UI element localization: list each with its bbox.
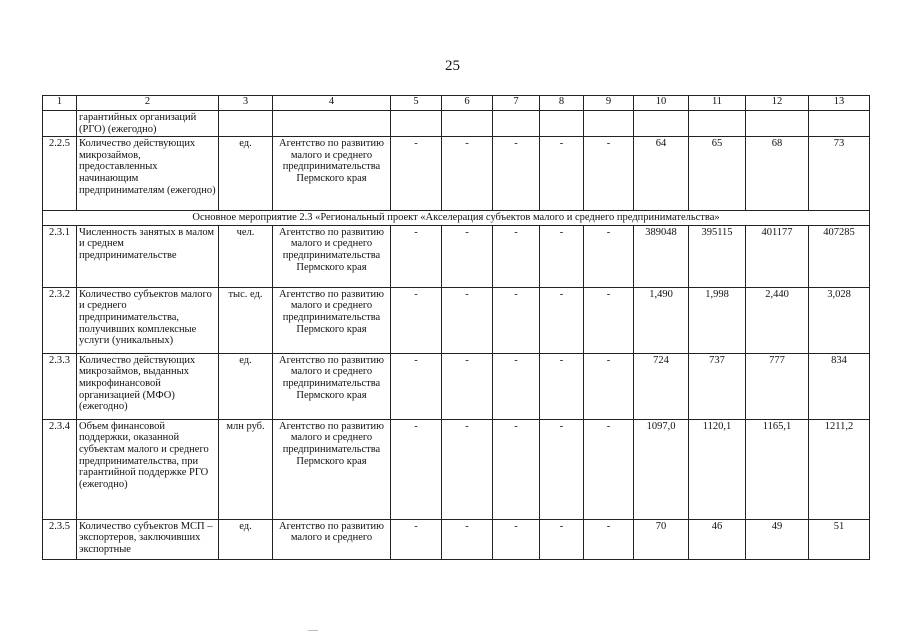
value-c8: - bbox=[540, 137, 584, 211]
value-c8: - bbox=[540, 519, 584, 559]
value-c7: - bbox=[493, 225, 540, 287]
responsible-agency: Агентство по развитию малого и среднего предпринимательства Пермского края bbox=[273, 353, 391, 419]
column-header: 2 bbox=[77, 96, 219, 111]
value-c13: 834 bbox=[809, 353, 870, 419]
value-c6: - bbox=[442, 519, 493, 559]
table-row bbox=[43, 287, 870, 353]
value-c5: - bbox=[391, 137, 442, 211]
table-row bbox=[43, 419, 870, 519]
value-c13: 73 bbox=[809, 137, 870, 211]
value-c5: - bbox=[391, 353, 442, 419]
value-c6: - bbox=[442, 225, 493, 287]
value-c9: - bbox=[584, 419, 634, 519]
value-c6: - bbox=[442, 287, 493, 353]
indicator-name: Количество субъектов малого и среднего предпринимательства, получивших комплексные услуги (уникальных) bbox=[77, 287, 219, 353]
responsible-agency: Агентство по развитию малого и среднего предпринимательства Пермского края bbox=[273, 287, 391, 353]
value-c8: - bbox=[540, 287, 584, 353]
value-c10: 70 bbox=[634, 519, 689, 559]
value-c10: 1097,0 bbox=[634, 419, 689, 519]
value-c11: 1120,1 bbox=[689, 419, 746, 519]
column-header: 13 bbox=[809, 96, 870, 111]
unit-cell: чел. bbox=[219, 225, 273, 287]
value-c8: - bbox=[540, 353, 584, 419]
value-c9: - bbox=[584, 225, 634, 287]
value-c13: 1211,2 bbox=[809, 419, 870, 519]
value-c12: 68 bbox=[746, 137, 809, 211]
value-c12: 1165,1 bbox=[746, 419, 809, 519]
value-c13: 51 bbox=[809, 519, 870, 559]
table-row bbox=[43, 225, 870, 287]
value-c7: - bbox=[493, 353, 540, 419]
value-c6: - bbox=[442, 419, 493, 519]
value-c12: 2,440 bbox=[746, 287, 809, 353]
column-header: 9 bbox=[584, 96, 634, 111]
unit-cell: ед. bbox=[219, 519, 273, 559]
value-c11: 737 bbox=[689, 353, 746, 419]
value-c7: - bbox=[493, 137, 540, 211]
value-c7: - bbox=[493, 519, 540, 559]
value-c6: - bbox=[442, 353, 493, 419]
column-header: 6 bbox=[442, 96, 493, 111]
table-row bbox=[43, 519, 870, 559]
indicator-code: 2.2.5 bbox=[43, 137, 77, 211]
continuation-row bbox=[43, 111, 870, 137]
indicator-code: 2.3.1 bbox=[43, 225, 77, 287]
column-header: 1 bbox=[43, 96, 77, 111]
value-c11: 46 bbox=[689, 519, 746, 559]
indicator-name: Количество субъектов МСП – экспортеров, заключивших экспортные bbox=[77, 519, 219, 559]
value-c5: - bbox=[391, 287, 442, 353]
value-c5: - bbox=[391, 225, 442, 287]
value-c8: - bbox=[540, 225, 584, 287]
value-c10: 389048 bbox=[634, 225, 689, 287]
responsible-agency: Агентство по развитию малого и среднего предпринимательства Пермского края bbox=[273, 419, 391, 519]
value-c12: 49 bbox=[746, 519, 809, 559]
value-c9: - bbox=[584, 287, 634, 353]
value-c13: 3,028 bbox=[809, 287, 870, 353]
column-header: 8 bbox=[540, 96, 584, 111]
value-c11: 395115 bbox=[689, 225, 746, 287]
value-c12: 777 bbox=[746, 353, 809, 419]
value-c10: 1,490 bbox=[634, 287, 689, 353]
value-c13: 407285 bbox=[809, 225, 870, 287]
table-row bbox=[43, 137, 870, 211]
scan-mark bbox=[308, 630, 318, 631]
indicator-name: Количество действующих микрозаймов, выданных микрофинансовой организацией (МФО) (ежегодно) bbox=[77, 353, 219, 419]
column-header: 3 bbox=[219, 96, 273, 111]
indicators-table bbox=[42, 95, 870, 560]
responsible-agency: Агентство по развитию малого и среднего bbox=[273, 519, 391, 559]
value-c8: - bbox=[540, 419, 584, 519]
indicator-code: 2.3.5 bbox=[43, 519, 77, 559]
unit-cell: млн руб. bbox=[219, 419, 273, 519]
column-header: 12 bbox=[746, 96, 809, 111]
table-row bbox=[43, 353, 870, 419]
unit-cell: ед. bbox=[219, 353, 273, 419]
value-c9: - bbox=[584, 519, 634, 559]
indicator-code: 2.3.3 bbox=[43, 353, 77, 419]
column-header: 5 bbox=[391, 96, 442, 111]
indicator-code: 2.3.4 bbox=[43, 419, 77, 519]
indicator-name: Численность занятых в малом и среднем предпринимательстве bbox=[77, 225, 219, 287]
page-number: 25 bbox=[445, 58, 460, 74]
indicator-name: Количество действующих микрозаймов, предоставленных начинающим предпринимателям (ежегодно) bbox=[77, 137, 219, 211]
indicator-name: Объем финансовой поддержки, оказанной субъектам малого и среднего предпринимательства, при гарантийной поддержке РГО (ежегодно) bbox=[77, 419, 219, 519]
section-title: Основное мероприятие 2.3 «Региональный проект «Акселерация субъектов малого и среднего предпринимательства» bbox=[43, 211, 870, 226]
column-header: 7 bbox=[493, 96, 540, 111]
value-c11: 1,998 bbox=[689, 287, 746, 353]
value-c6: - bbox=[442, 137, 493, 211]
code-cell bbox=[43, 111, 77, 137]
indicator-code: 2.3.2 bbox=[43, 287, 77, 353]
value-c10: 724 bbox=[634, 353, 689, 419]
value-c5: - bbox=[391, 419, 442, 519]
value-c5: - bbox=[391, 519, 442, 559]
section-row bbox=[43, 211, 870, 226]
unit-cell: ед. bbox=[219, 137, 273, 211]
indicator-name: гарантийных организаций (РГО) (ежегодно) bbox=[77, 111, 219, 137]
value-c9: - bbox=[584, 353, 634, 419]
value-c12: 401177 bbox=[746, 225, 809, 287]
unit-cell: тыс. ед. bbox=[219, 287, 273, 353]
column-number-row bbox=[43, 96, 870, 111]
responsible-agency: Агентство по развитию малого и среднего предпринимательства Пермского края bbox=[273, 225, 391, 287]
value-c7: - bbox=[493, 419, 540, 519]
value-c9: - bbox=[584, 137, 634, 211]
value-c11: 65 bbox=[689, 137, 746, 211]
responsible-agency: Агентство по развитию малого и среднего предпринимательства Пермского края bbox=[273, 137, 391, 211]
value-c10: 64 bbox=[634, 137, 689, 211]
column-header: 11 bbox=[689, 96, 746, 111]
column-header: 10 bbox=[634, 96, 689, 111]
value-c7: - bbox=[493, 287, 540, 353]
column-header: 4 bbox=[273, 96, 391, 111]
